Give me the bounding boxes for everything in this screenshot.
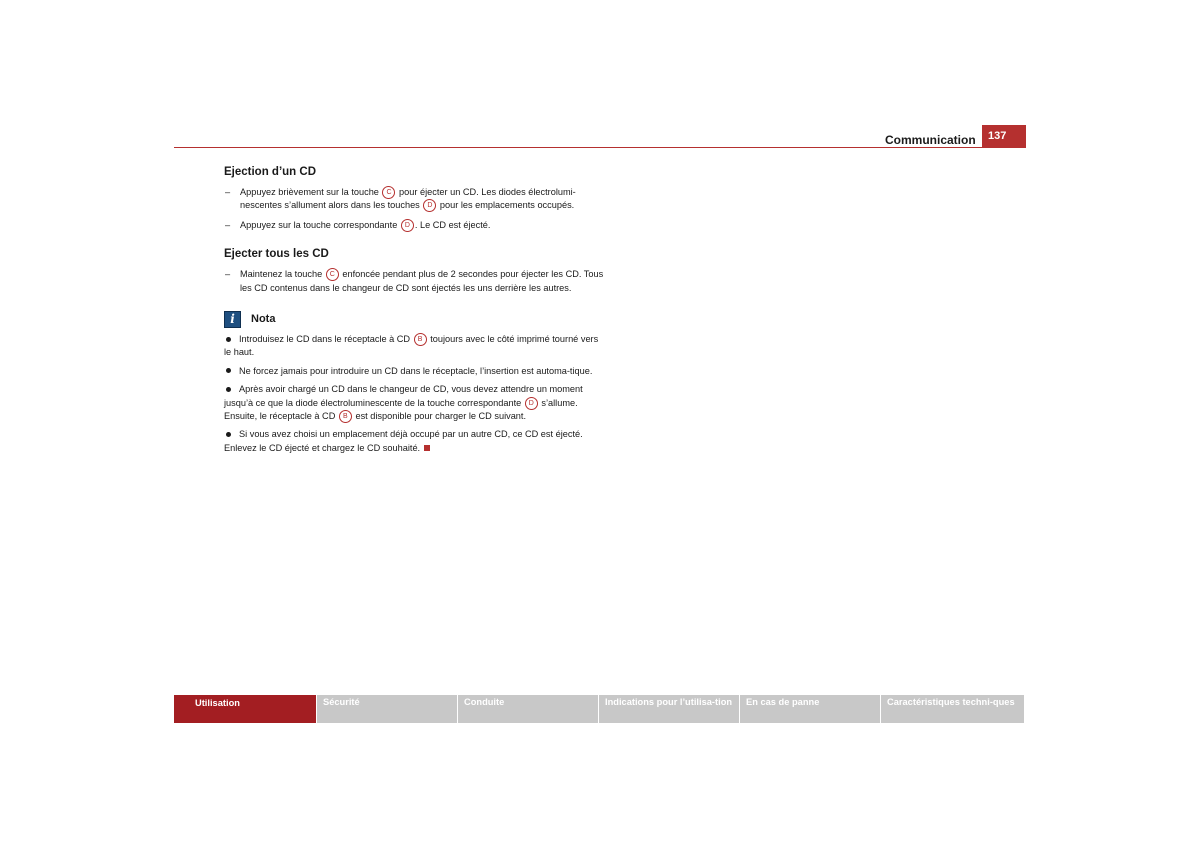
instruction-text: . Le CD est éjecté.: [414, 219, 491, 230]
nota-text: Ne forcez jamais pour introduire un CD dans le réceptacle, l’insertion est automa-tique.: [239, 365, 593, 376]
heading-eject-all: Ejecter tous les CD: [224, 248, 329, 261]
info-icon: i: [224, 311, 241, 328]
instruction-text: enfoncée pendant plus de 2 secondes pour éjecter les CD. Tous les CD contenus dans le changeur de CD sont éjectés les uns derrière les autres.: [240, 269, 604, 293]
instruction-item: [224, 219, 604, 232]
section-title: Communication: [885, 133, 976, 147]
instruction-text: pour éjecter un CD. Les diodes électrolumi-nescentes s’allument alors dans les touches: [240, 187, 576, 211]
instruction-text: Maintenez la touche: [240, 269, 323, 280]
button-ref-d: D: [401, 219, 414, 232]
nota-text: est disponible pour charger le CD suivant.: [355, 411, 527, 422]
button-ref-c: C: [382, 186, 395, 199]
chapter-tabs: [174, 695, 1027, 723]
heading-ejection-cd: Ejection d’un CD: [224, 166, 316, 178]
dash-marker: –: [225, 219, 231, 230]
end-of-section-icon: [424, 445, 430, 451]
bullet-dot-icon: [226, 387, 231, 392]
instruction-item: [224, 186, 604, 213]
page-number: 137: [982, 125, 1026, 148]
tab-caracteristiques[interactable]: Caractéristiques techni-ques: [881, 695, 1024, 723]
nota-bullet: [224, 365, 604, 378]
instruction-text: Appuyez brièvement sur la touche: [240, 187, 379, 197]
nota-bullet: [224, 333, 604, 360]
instruction-item: [224, 268, 604, 295]
instruction-text: pour les emplacements occupés.: [439, 200, 575, 211]
nota-header: [224, 311, 604, 328]
dash-marker: –: [225, 187, 231, 197]
nota-bullet: [224, 383, 604, 423]
bullet-dot-icon: [226, 368, 231, 373]
nota-text: Si vous avez choisi un emplacement déjà occupé par un autre CD, ce CD est éjecté. Enlevez le CD éjecté et chargez le CD souhaité.: [224, 429, 583, 453]
header-rule: [174, 147, 1026, 148]
nota-text: s’allume. Ensuite, le réceptacle à CD: [224, 397, 578, 422]
nota-title: Nota: [251, 312, 276, 325]
button-ref-b: B: [339, 410, 352, 423]
button-ref-c: C: [326, 268, 339, 281]
dash-marker: –: [225, 269, 231, 280]
nota-text: toujours avec le côté imprimé tourné vers le haut.: [224, 334, 599, 358]
tab-en-cas-de-panne[interactable]: En cas de panne: [740, 695, 880, 723]
tab-securite[interactable]: Sécurité: [317, 695, 457, 723]
main-content: [224, 164, 604, 460]
nota-text: Après avoir chargé un CD dans le changeur de CD, vous devez attendre un moment jusqu’à ce que la diode électroluminescente de la touche correspondante: [224, 384, 583, 408]
bullet-dot-icon: [226, 337, 231, 342]
instruction-text: Appuyez sur la touche correspondante: [240, 219, 398, 230]
button-ref-d: D: [525, 397, 538, 410]
button-ref-b: B: [414, 333, 427, 346]
nota-text: Introduisez le CD dans le réceptacle à CD: [239, 334, 411, 345]
nota-bullet: [224, 428, 604, 455]
tab-indications[interactable]: Indications pour l’utilisa-tion: [599, 695, 739, 723]
bullet-dot-icon: [226, 432, 231, 437]
tab-conduite[interactable]: Conduite: [458, 695, 598, 723]
button-ref-d: D: [423, 199, 436, 212]
tab-utilisation[interactable]: Utilisation: [174, 695, 316, 723]
